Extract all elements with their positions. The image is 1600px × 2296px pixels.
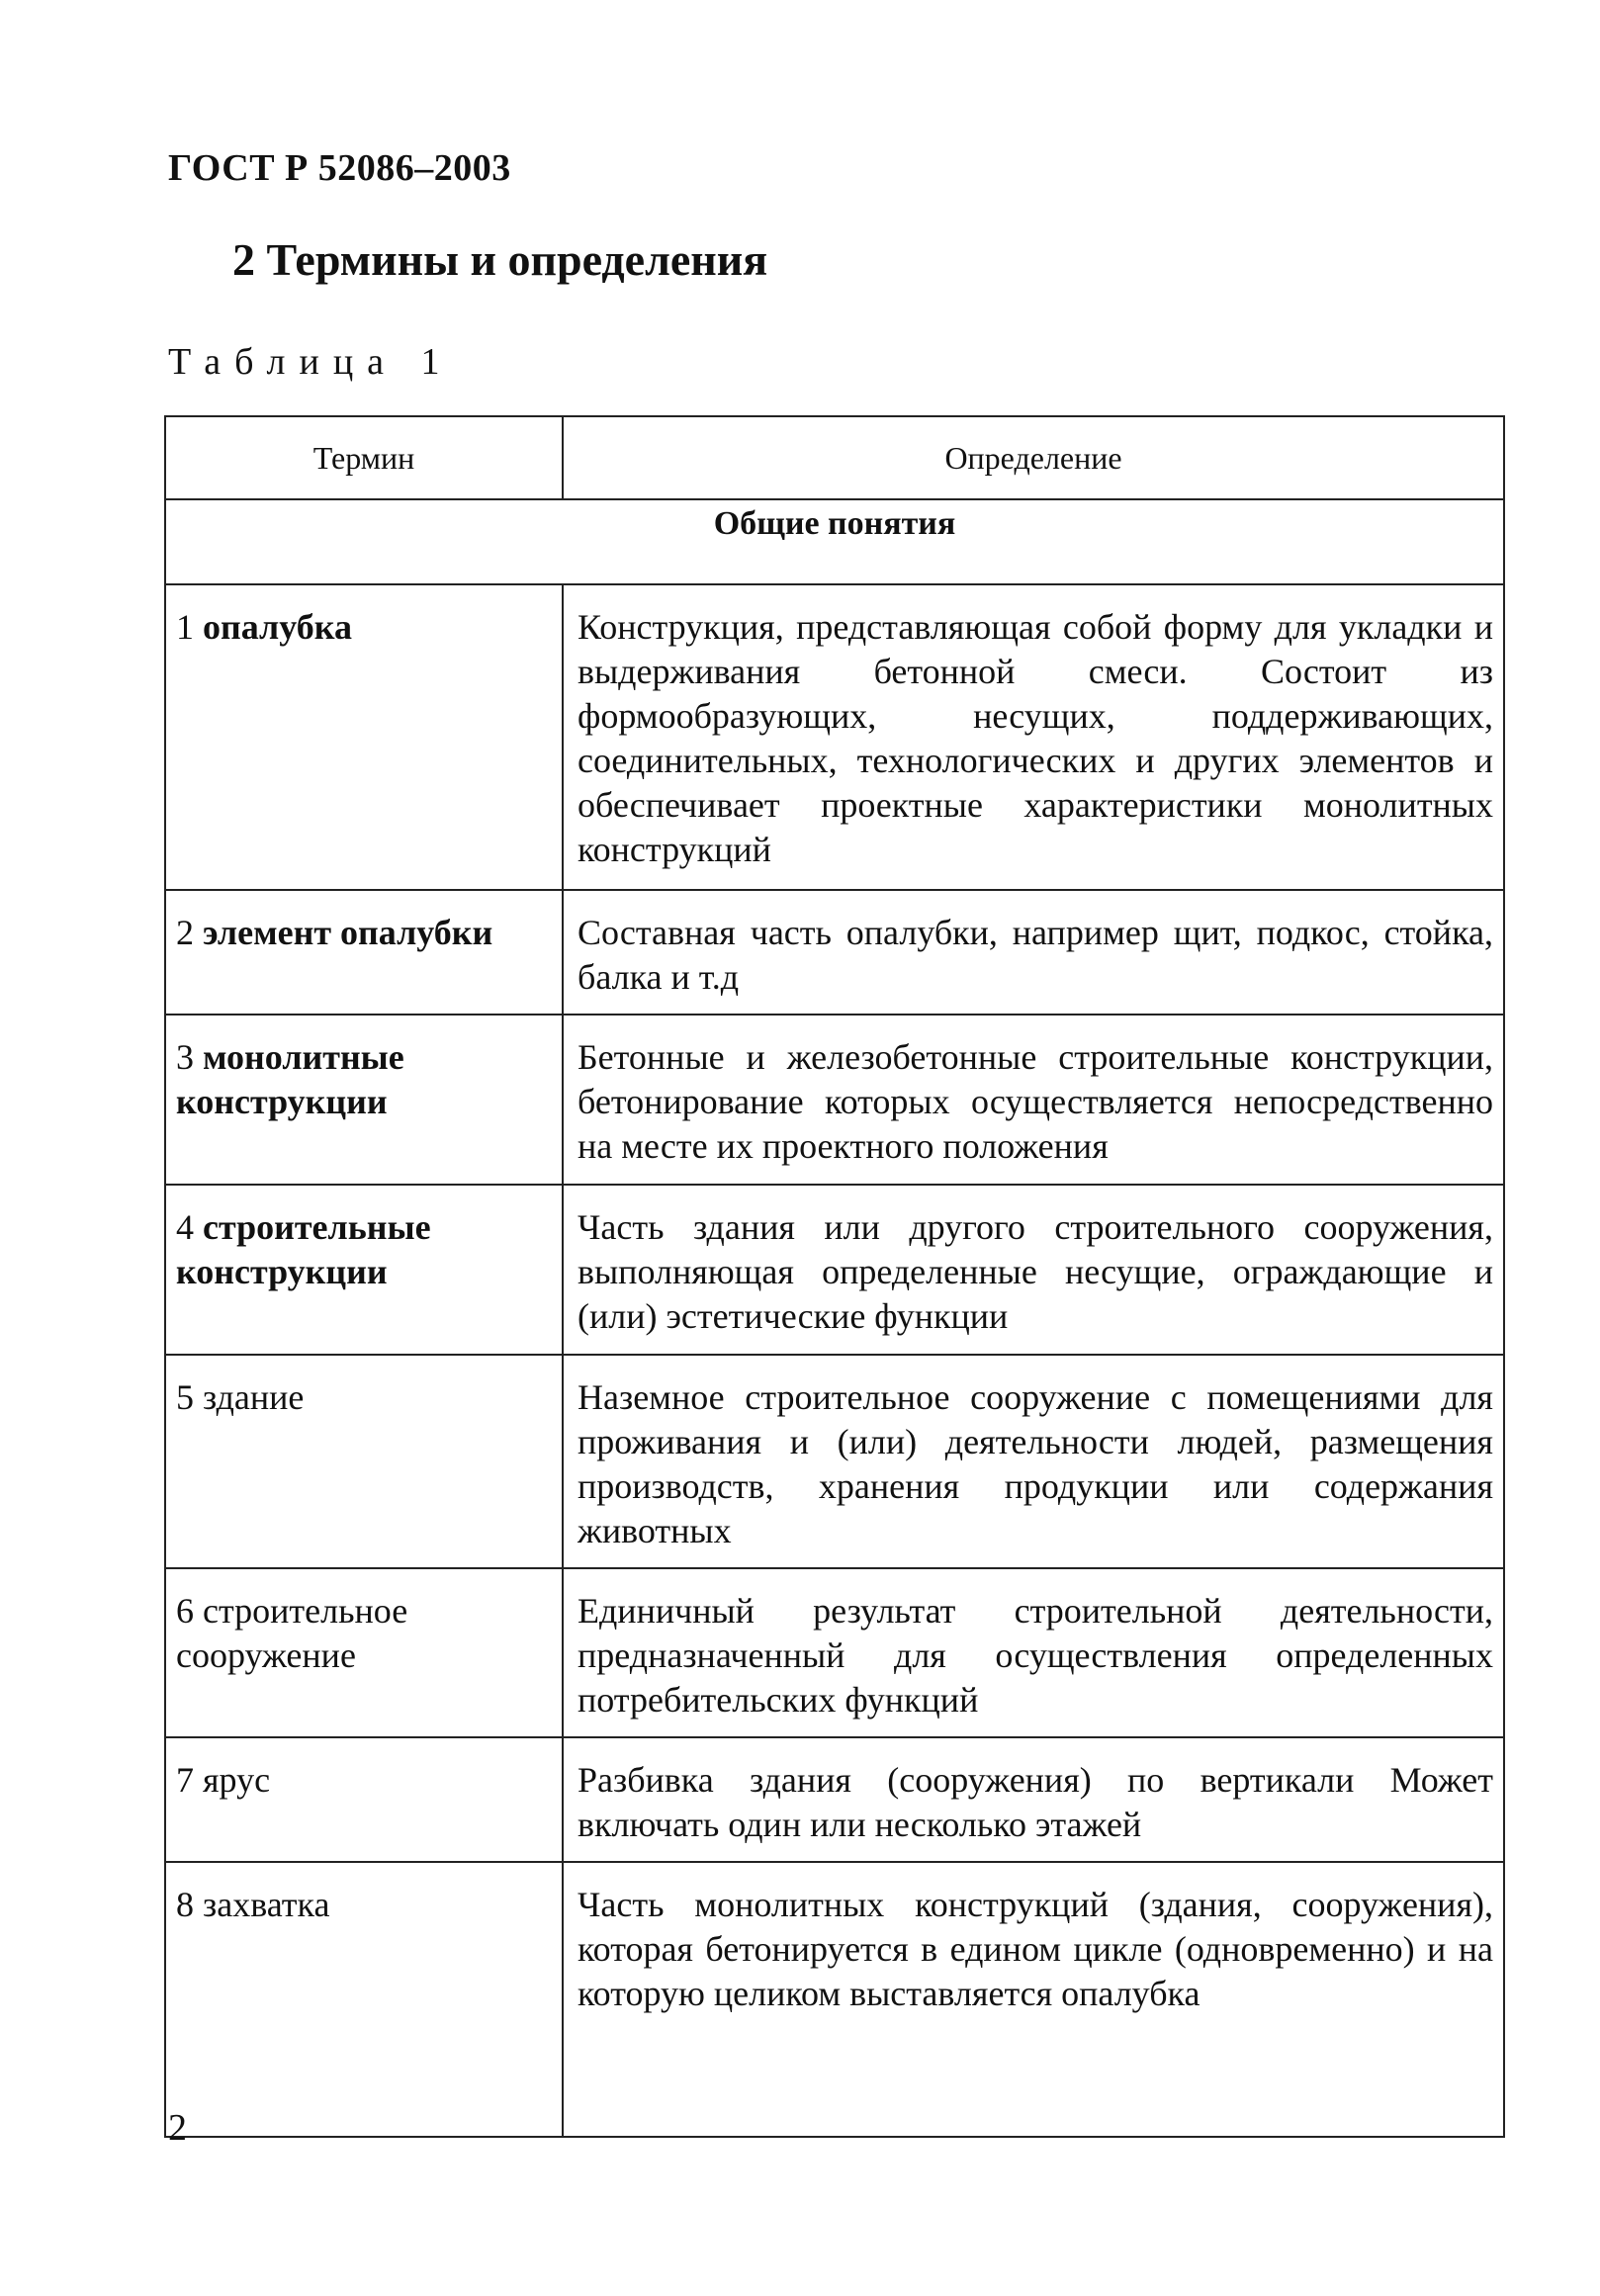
definition-cell: Составная часть опалубки, например щит, подкос, стойка, балка и т.д bbox=[563, 890, 1504, 1015]
term-text: монолитные конструкции bbox=[176, 1037, 404, 1121]
definition-cell: Единичный результат строительной деятельности, предназначенный для осуществления определенных потребительских функций bbox=[563, 1568, 1504, 1737]
definition-cell: Часть монолитных конструкций (здания, сооружения), которая бетонируется в едином цикле (одновременно) и на которую целиком выставляется опалубка bbox=[563, 1862, 1504, 2137]
definition-cell: Наземное строительное сооружение с помещениями для проживания и (или) деятельности людей, размещения производств, хранения продукции или содержания животных bbox=[563, 1355, 1504, 1568]
term-number: 4 bbox=[176, 1207, 194, 1247]
section-title: 2 Термины и определения bbox=[232, 234, 768, 285]
term-number: 6 bbox=[176, 1591, 194, 1631]
term-number: 2 bbox=[176, 913, 194, 952]
definition-cell: Разбивка здания (сооружения) по вертикали Может включать один или несколько этажей bbox=[563, 1737, 1504, 1862]
term-text: ярус bbox=[203, 1760, 271, 1800]
page-number: 2 bbox=[168, 2107, 187, 2149]
term-cell bbox=[165, 1737, 563, 1862]
term-cell bbox=[165, 1355, 563, 1568]
group-title: Общие понятия bbox=[165, 499, 1504, 584]
term-text: захватка bbox=[203, 1885, 330, 1924]
term-cell bbox=[165, 1862, 563, 2137]
term-number: 3 bbox=[176, 1037, 194, 1077]
group-row bbox=[165, 499, 1504, 584]
table-header-row bbox=[165, 416, 1504, 499]
definition-cell: Конструкция, представляющая собой форму для укладки и выдерживания бетонной смеси. Состоит из формообразующих, несущих, поддерживающих, соединительных, технологических и других элементов и обеспечивает проектные характеристики монолитных конструкций bbox=[563, 584, 1504, 890]
term-cell bbox=[165, 1568, 563, 1737]
term-number: 7 bbox=[176, 1760, 194, 1800]
document-header: ГОСТ Р 52086–2003 bbox=[168, 147, 511, 189]
table-row bbox=[165, 1185, 1504, 1355]
table-row bbox=[165, 1737, 1504, 1862]
terms-table bbox=[164, 415, 1505, 2138]
table-row bbox=[165, 1355, 1504, 1568]
term-text: опалубка bbox=[203, 607, 352, 647]
header-definition: Определение bbox=[563, 416, 1504, 499]
term-cell bbox=[165, 1185, 563, 1355]
term-text: строительное сооружение bbox=[176, 1591, 408, 1675]
term-cell bbox=[165, 1015, 563, 1185]
term-number: 8 bbox=[176, 1885, 194, 1924]
definition-cell: Часть здания или другого строительного сооружения, выполняющая определенные несущие, ограждающие и (или) эстетические функции bbox=[563, 1185, 1504, 1355]
term-number: 5 bbox=[176, 1377, 194, 1417]
table-row bbox=[165, 1862, 1504, 2137]
term-text: строительные конструкции bbox=[176, 1207, 431, 1291]
term-cell bbox=[165, 890, 563, 1015]
term-text: элемент опалубки bbox=[203, 913, 493, 952]
table-row bbox=[165, 584, 1504, 890]
header-term: Термин bbox=[165, 416, 563, 499]
table-row bbox=[165, 890, 1504, 1015]
table-row bbox=[165, 1568, 1504, 1737]
term-text: здание bbox=[203, 1377, 305, 1417]
term-number: 1 bbox=[176, 607, 194, 647]
table-label: Таблица 1 bbox=[168, 341, 454, 383]
table-row bbox=[165, 1015, 1504, 1185]
definition-cell: Бетонные и железобетонные строительные конструкции, бетонирование которых осуществляется непосредственно на месте их проектного положения bbox=[563, 1015, 1504, 1185]
term-cell bbox=[165, 584, 563, 890]
